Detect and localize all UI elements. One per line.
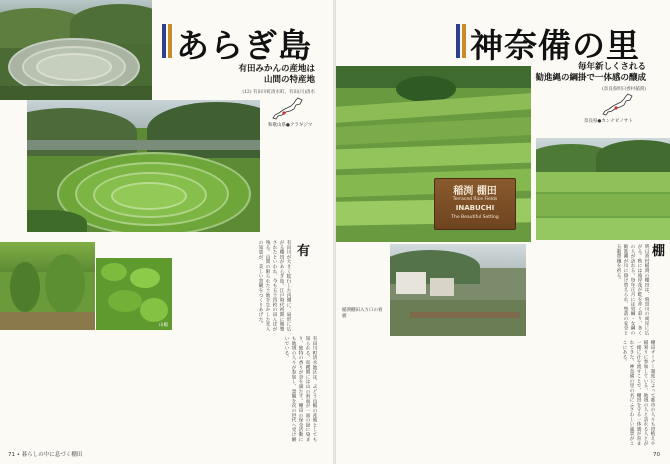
right-subtitle-line2: 勧進縄の綱掛で一体感の醸成 xyxy=(535,73,646,83)
right-section-head: 棚 xyxy=(652,244,666,259)
sign-title: 稲渕 棚田 xyxy=(453,186,497,197)
left-title-block xyxy=(162,20,312,65)
left-folio: 71 • 暮らしの中に息づく棚田 xyxy=(8,452,83,458)
right-photo-caption: 稲渕棚田入り口の看板 xyxy=(342,308,383,319)
left-subtitle-line2: 山間の特産地 xyxy=(263,75,315,85)
left-title: あらぎ島 xyxy=(176,26,312,65)
left-body-top: 有田川が大きく蛇行した内側に、扇形に広がる棚田があらぎ島。江戸時代初期に開墾されたといわれ、今も五十四枚の田んぼが残る。山間の限られた土地を生かした先人の知恵が、美しい景観をつくりあげた。 xyxy=(258,240,291,332)
left-page xyxy=(0,0,333,464)
left-body-bottom: 有田川町清水地区は、ぶどう山椒の産地としても知られる。収穫期には山の斜面が一面の緑に染まり、独特の香りが谷を満たす。棚田の保全活動にも地域の人々が参加し、景観を次の世代へ受け継いでいる。 xyxy=(284,336,317,442)
left-section-head: 有 xyxy=(297,244,311,259)
right-title: 神奈備の里 xyxy=(470,26,640,65)
japan-map-icon xyxy=(268,96,308,122)
left-locator-map xyxy=(268,96,313,128)
right-title-block xyxy=(456,20,646,65)
photo-village xyxy=(390,244,526,336)
sign-en3: The Beautiful Setting xyxy=(451,215,499,220)
right-locator-map xyxy=(584,92,648,126)
sign-en2: INABUCHI xyxy=(455,204,495,212)
photo-asuka-valley xyxy=(536,138,670,240)
right-folio: 70 xyxy=(653,452,660,458)
right-page xyxy=(336,0,670,464)
left-subtitle-line1: 有田みかんの産地は xyxy=(238,64,315,74)
right-map-label: 奈良県●カンナビノサト xyxy=(584,119,633,124)
left-subtitle xyxy=(238,64,315,86)
japan-map-icon xyxy=(598,92,638,118)
sign-en1: Terraced Rice Fields xyxy=(452,197,498,202)
right-subtitle-line1: 毎年新しくされる xyxy=(577,62,646,72)
right-body-bottom: 棚田オーナー制度によって都市の人々も田植えや稲刈りに参加している。地域の人と訪れる人とが一緒に汗を流すことで、棚田を守る一体感が育まれてきた。神奈備の里の名にふさわしい風景がここにある。 xyxy=(622,340,655,446)
left-map-label: 和歌山県●アラギジマ xyxy=(268,123,313,128)
inabuchi-sign xyxy=(434,178,516,230)
photo-aerial-terraces xyxy=(0,0,152,100)
right-photo-credit: (奈良県明日香村稲渕) xyxy=(601,87,646,92)
left-photo-caption: 山椒 xyxy=(159,323,168,328)
right-subtitle xyxy=(535,62,646,84)
photo-aragi-island xyxy=(27,100,260,232)
photo-sansho-leaves xyxy=(96,258,172,330)
left-photo-credit: (12) 有田川町清水町、有田(川)清水 xyxy=(242,90,315,95)
photo-inabuchi-terraces xyxy=(336,66,531,242)
photo-sansho-grove xyxy=(0,242,95,330)
right-body-top: 明日香村稲渕の棚田は、飛鳥川の両岸に広がる。秋には彼岸花が畦を赤く彩り、多くの人が訪れる。毎年正月には男綱・女綱の勧進縄が川に掛け替えられ、集落の安全と五穀豊穣を祈る。 xyxy=(616,244,649,336)
